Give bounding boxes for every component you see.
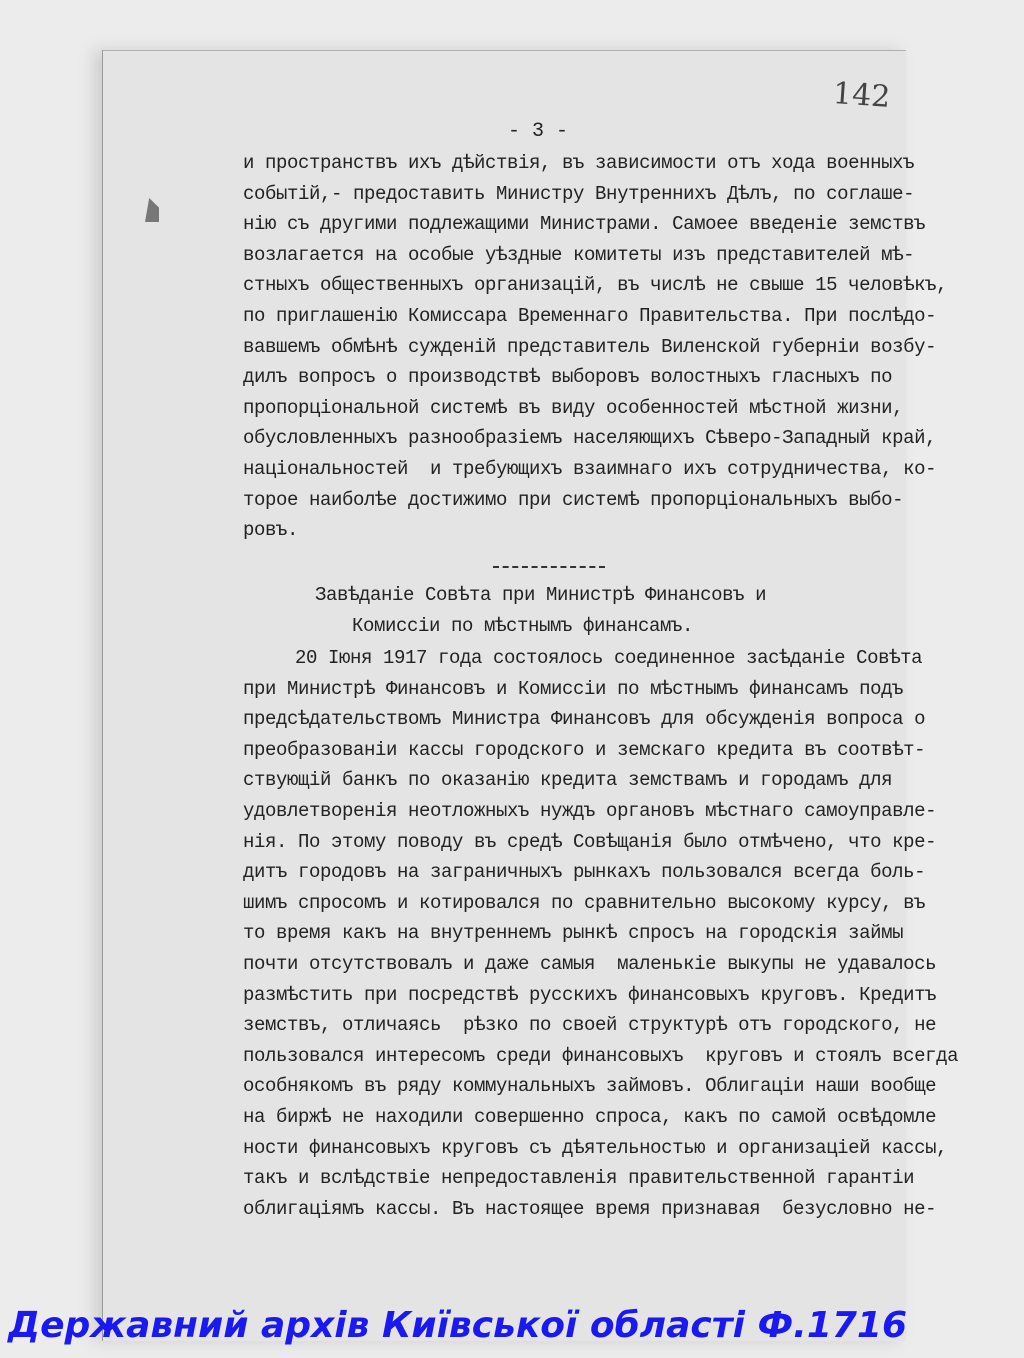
text-line: на биржѣ не находили совершенно спроса, какъ по самой освѣдомле — [243, 1106, 937, 1128]
text-line: размѣстить при посредствѣ русскихъ финансовыхъ круговъ. Кредитъ — [243, 983, 937, 1006]
text-line: шимъ спросомъ и котировался по сравнительно высокому курсу, въ — [243, 891, 926, 914]
text-line: торое наиболѣе достижимо при системѣ пропорціональныхъ выбо- — [243, 488, 904, 511]
text-line: облигаціямъ кассы. Въ настоящее время признавая безусловно не- — [243, 1197, 937, 1220]
text-line: стныхъ общественныхъ организацій, въ числѣ не свыше 15 человѣкъ, — [243, 274, 948, 297]
section-heading-line: Завѣданіе Совѣта при Министрѣ Финансовъ и — [315, 584, 767, 606]
text-line: пропорціональной системѣ въ виду особенностей мѣстной жизни, — [243, 396, 904, 419]
text-line: нію съ другими подлежащими Министрами. Самоее введеніе земствъ — [243, 213, 926, 236]
text-line: 20 Іюня 1917 года состоялось соединенное засѣданіе Совѣта — [295, 647, 923, 669]
archive-watermark: Державний архів Київської області Ф.1716 — [8, 1305, 908, 1346]
text-line: предсѣдательствомъ Министра Финансовъ для обсужденія вопроса о — [243, 708, 926, 731]
text-line: событій,- предоставить Министру Внутреннихъ Дѣлъ, по соглаше- — [243, 182, 915, 205]
text-line: національностей и требующихъ взаимнаго ихъ сотрудничества, ко- — [243, 458, 937, 480]
text-line: такъ и вслѣдствіе непредоставленія правительственной гарантіи — [243, 1167, 915, 1190]
text-line: обусловленныхъ разнообразіемъ населяющихъ Сѣверо-Западный край, — [243, 427, 937, 450]
text-line: вавшемъ обмѣнѣ сужденій представитель Виленской губерніи возбу- — [243, 335, 937, 358]
text-line: возлагается на особые уѣздные комитеты изъ представителей мѣ- — [243, 243, 915, 266]
text-line: удовлетворенія неотложныхъ нуждъ органовъ мѣстнаго самоуправле- — [243, 800, 937, 822]
text-line: нія. По этому поводу въ средѣ Совѣщанія было отмѣчено, что кре- — [243, 830, 937, 853]
section-divider — [493, 566, 605, 568]
text-line: преобразованіи кассы городского и земскаго кредита въ соотвѣт- — [243, 738, 926, 761]
text-line: почти отсутствовалъ и даже самыя маленькіе выкупы не удавалось — [243, 953, 937, 975]
page-number: - 3 - — [508, 120, 569, 143]
text-line: дитъ городовъ на заграничныхъ рынкахъ пользовался всегда боль- — [243, 861, 926, 884]
folio-number: 142 — [831, 76, 892, 115]
text-line: ности финансовыхъ круговъ съ дѣятельностью и организаціей кассы, — [243, 1136, 948, 1159]
text-line: при Министрѣ Финансовъ и Комиссіи по мѣстнымъ финансамъ подъ — [243, 677, 904, 700]
text-line: то время какъ на внутреннемъ рынкѣ спросъ на городскія займы — [243, 922, 904, 945]
text-line: и пространствъ ихъ дѣйствія, въ зависимости отъ хода военныхъ — [243, 152, 915, 174]
text-line: по приглашенію Комиссара Временнаго Правительства. При послѣдо- — [243, 305, 937, 327]
text-line: земствъ, отличаясь рѣзко по своей структурѣ отъ городского, не — [243, 1014, 937, 1037]
text-line: дилъ вопросъ о производствѣ выборовъ волостныхъ гласныхъ по — [243, 366, 893, 389]
text-line: пользовался интересомъ среди финансовыхъ круговъ и стоялъ всегда — [243, 1044, 959, 1067]
text-line: особнякомъ въ ряду коммунальныхъ займовъ. Облигаціи наши вообще — [243, 1075, 937, 1098]
text-line: ствующій банкъ по оказанію кредита земствамъ и городамъ для — [243, 769, 893, 792]
section-heading-line: Комиссіи по мѣстнымъ финансамъ. — [352, 615, 694, 637]
text-line: ровъ. — [243, 519, 299, 542]
